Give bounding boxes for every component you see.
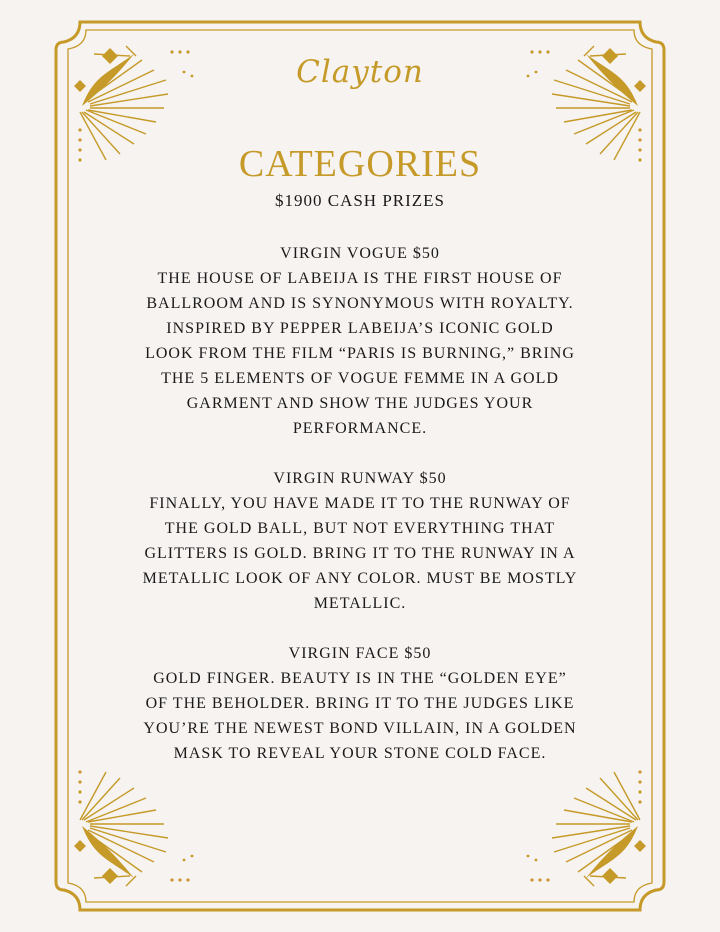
category-virgin-vogue	[140, 241, 580, 441]
category-name: VIRGIN FACE $50	[288, 645, 432, 662]
category-name: VIRGIN VOGUE $50	[280, 245, 440, 262]
page-title: CATEGORIES	[238, 143, 482, 185]
category-description: THE HOUSE OF LABEIJA IS THE FIRST HOUSE OF BALLROOM AND IS SYNONYMOUS WITH ROYALTY. INSPIRED BY PEPPER LABEIJA’S ICONIC GOLD LOOK FROM THE FILM “PARIS IS BURNING,” BRING THE 5 ELEMENTS OF VOGUE FEMME IN A GOLD GARMENT AND SHOW THE JUDGES YOUR PERFORMANCE.	[145, 270, 575, 437]
category-virgin-runway	[140, 466, 580, 616]
category-virgin-face	[140, 641, 580, 766]
categories-list	[140, 241, 580, 791]
category-description: FINALLY, YOU HAVE MADE IT TO THE RUNWAY OF THE GOLD BALL, BUT NOT EVERYTHING THAT GLITTERS IS GOLD. BRING IT TO THE RUNWAY IN A METALLIC LOOK OF ANY COLOR. MUST BE MOSTLY METALLIC.	[142, 495, 578, 612]
page-subtitle: $1900 CASH PRIZES	[274, 191, 446, 210]
category-description: GOLD FINGER. BEAUTY IS IN THE “GOLDEN EYE” OF THE BEHOLDER. BRING IT TO THE JUDGES LIKE YOU’RE THE NEWEST BOND VILLAIN, IN A GOLDEN MASK TO REVEAL YOUR STONE COLD FACE.	[143, 670, 577, 762]
brand-logo: Clayton	[296, 54, 424, 90]
category-name: VIRGIN RUNWAY $50	[273, 470, 447, 487]
